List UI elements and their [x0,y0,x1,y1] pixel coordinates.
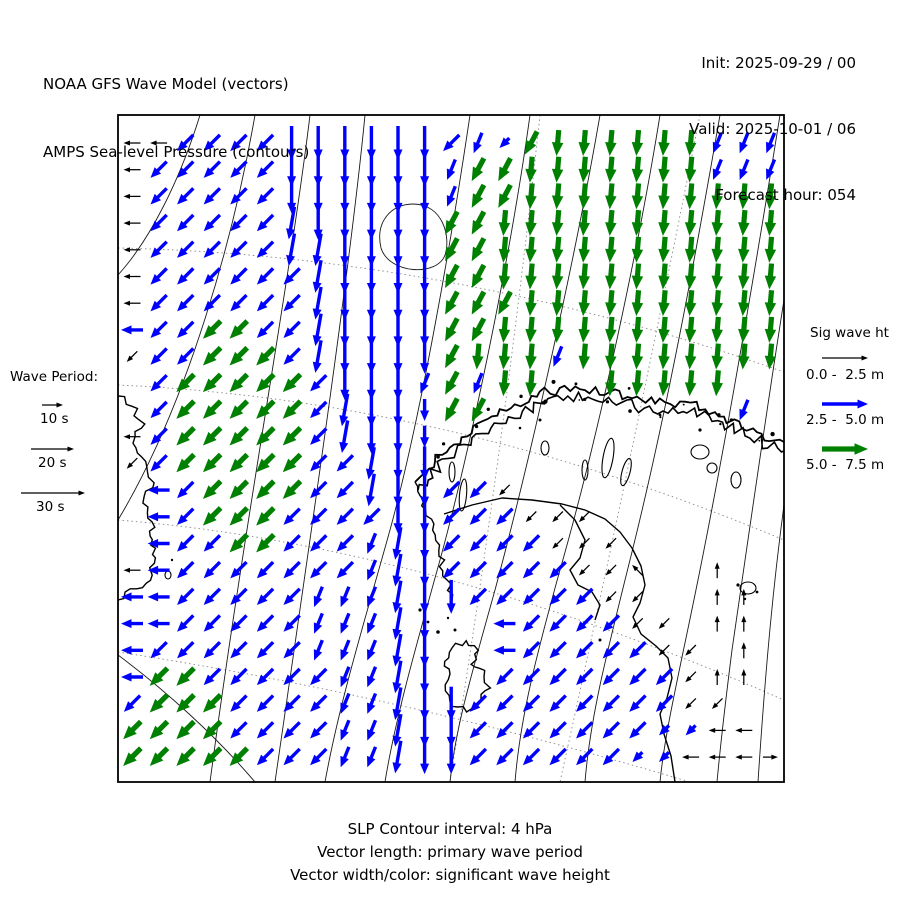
sig-wave-height-label-high: 5.0 - 7.5 m [806,457,885,473]
wave-period-label-30s: 30 s [36,499,65,515]
run-info [689,8,856,228]
forecast-hour: Forecast hour: 054 [715,186,856,204]
footer-vector-length: Vector length: primary wave period [317,843,583,861]
title-line-pressure: AMPS Sea-level Pressure (contours) [43,142,310,161]
title-line-model: NOAA GFS Wave Model (vectors) [43,75,289,93]
init-time: Init: 2025-09-29 / 00 [701,54,856,72]
valid-time: Valid: 2025-10-01 / 06 [689,120,856,138]
wave-period-label-10s: 10 s [40,411,69,427]
sig-wave-height-label-low: 0.0 - 2.5 m [806,367,885,383]
wave-period-legend-title: Wave Period: [10,369,98,385]
footer-vector-color: Vector width/color: significant wave height [290,866,610,884]
sig-wave-height-label-mid: 2.5 - 5.0 m [806,412,885,428]
wave-period-label-20s: 20 s [38,455,67,471]
footer-contour-interval: SLP Contour interval: 4 hPa [347,820,553,838]
chart-title [43,28,309,186]
sig-wave-height-legend-title: Sig wave ht [810,325,889,341]
